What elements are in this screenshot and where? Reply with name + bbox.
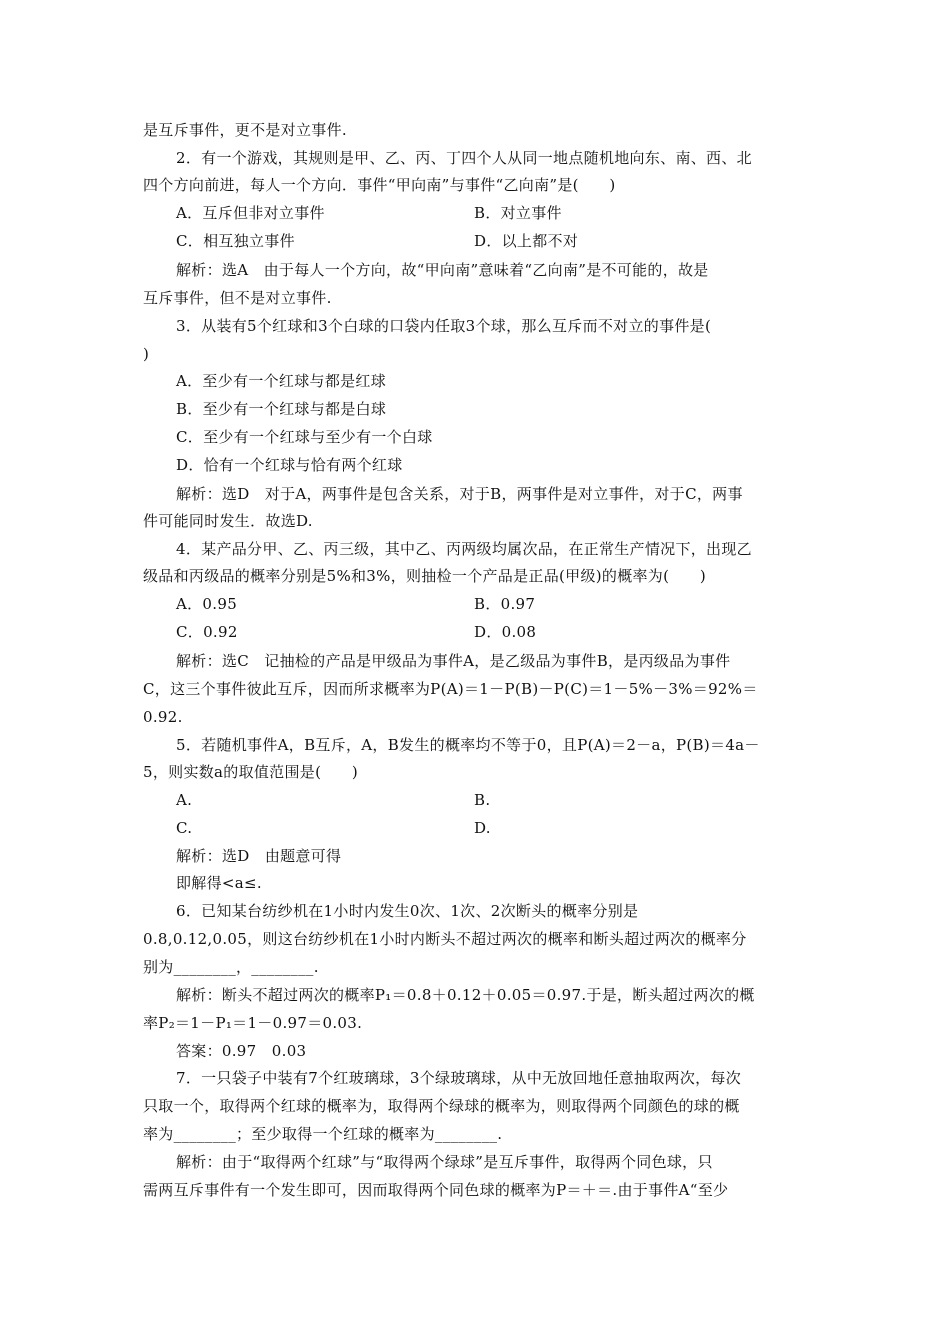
question-6-stem: 6．已知某台纺纱机在1小时内发生0次、1次、2次断头的概率分别是 <box>176 902 639 920</box>
question-3-option-a: A．至少有一个红球与都是红球 <box>176 372 387 390</box>
question-4-stem: 4．某产品分甲、乙、丙三级，其中乙、丙两级均属次品，在正常生产情况下，出现乙 <box>176 540 752 558</box>
question-5-solution-cont: 即解得<a≤. <box>176 874 262 892</box>
question-3-solution-cont: 件可能同时发生．故选D. <box>143 512 313 530</box>
question-3-stem-cont: ) <box>143 345 150 363</box>
question-5-option-b: B. <box>474 791 491 809</box>
question-2-option-a: A．互斥但非对立事件 <box>176 204 325 222</box>
question-6-stem-cont: 0.8,0.12,0.05，则这台纺纱机在1小时内断头不超过两次的概率和断头超过两次的概率分 <box>143 930 747 948</box>
question-3-option-b: B．至少有一个红球与都是白球 <box>176 400 387 418</box>
question-4-option-a: A．0.95 <box>176 595 238 613</box>
question-5-option-c: C. <box>176 819 193 837</box>
question-4-stem-cont: 级品和丙级品的概率分别是5%和3%，则抽检一个产品是正品(甲级)的概率为( ) <box>143 567 707 585</box>
question-4-solution-cont: C，这三个事件彼此互斥，因而所求概率为P(A)＝1－P(B)－P(C)＝1－5%－3%＝92%＝ <box>143 680 758 698</box>
question-6-answer: 答案：0.97 0.03 <box>176 1042 307 1060</box>
question-2-option-c: C．相互独立事件 <box>176 232 295 250</box>
question-7-stem-cont: 只取一个，取得两个红球的概率为，取得两个绿球的概率为，则取得两个同颜色的球的概 <box>143 1097 740 1115</box>
question-2-option-b: B．对立事件 <box>474 204 562 222</box>
question-3-option-c: C．至少有一个红球与至少有一个白球 <box>176 428 433 446</box>
question-7-solution-cont: 需两互斥事件有一个发生即可，因而取得两个同色球的概率为P＝＋＝.由于事件A“至少 <box>143 1181 729 1199</box>
question-2-stem-cont: 四个方向前进，每人一个方向．事件“甲向南”与事件“乙向南”是( ) <box>143 176 616 194</box>
question-3-solution: 解析：选D 对于A，两事件是包含关系，对于B，两事件是对立事件，对于C，两事 <box>176 485 743 503</box>
question-7-stem-cont2: 率为________；至少取得一个红球的概率为________. <box>143 1125 503 1143</box>
question-2-solution-cont: 互斥事件，但不是对立事件. <box>143 289 332 307</box>
question-2-stem: 2．有一个游戏，其规则是甲、乙、丙、丁四个人从同一地点随机地向东、南、西、北 <box>176 149 752 167</box>
question-7-solution: 解析：由于“取得两个红球”与“取得两个绿球”是互斥事件，取得两个同色球，只 <box>176 1153 713 1171</box>
question-3-stem: 3．从装有5个红球和3个白球的口袋内任取3个球，那么互斥而不对立的事件是( <box>176 317 712 335</box>
question-4-solution: 解析：选C 记抽检的产品是甲级品为事件A，是乙级品为事件B，是丙级品为事件 <box>176 652 731 670</box>
question-4-option-d: D．0.08 <box>474 623 537 641</box>
question-5-option-d: D. <box>474 819 491 837</box>
question-5-stem-cont: 5，则实数a的取值范围是( ) <box>143 763 358 781</box>
question-7-stem: 7．一只袋子中装有7个红玻璃球，3个绿玻璃球，从中无放回地任意抽取两次，每次 <box>176 1069 742 1087</box>
question-5-stem: 5．若随机事件A，B互斥，A，B发生的概率均不等于0，且P(A)＝2－a，P(B)＝4a－ <box>176 736 760 754</box>
question-4-solution-cont2: 0.92. <box>143 708 183 726</box>
question-5-option-a: A. <box>176 791 193 809</box>
text-line: 是互斥事件，更不是对立事件. <box>143 121 347 139</box>
question-2-option-d: D．以上都不对 <box>474 232 579 250</box>
question-4-option-c: C．0.92 <box>176 623 238 641</box>
question-5-solution: 解析：选D 由题意可得 <box>176 847 342 865</box>
question-4-option-b: B．0.97 <box>474 595 536 613</box>
question-6-solution-cont: 率P₂＝1－P₁＝1－0.97＝0.03. <box>143 1014 363 1032</box>
question-3-option-d: D．恰有一个红球与恰有两个红球 <box>176 456 403 474</box>
question-2-solution: 解析：选A 由于每人一个方向，故“甲向南”意味着“乙向南”是不可能的，故是 <box>176 261 709 279</box>
question-6-solution: 解析：断头不超过两次的概率P₁＝0.8＋0.12＋0.05＝0.97.于是，断头超过两次的概 <box>176 986 755 1004</box>
question-6-stem-cont2: 别为________，________. <box>143 958 319 976</box>
